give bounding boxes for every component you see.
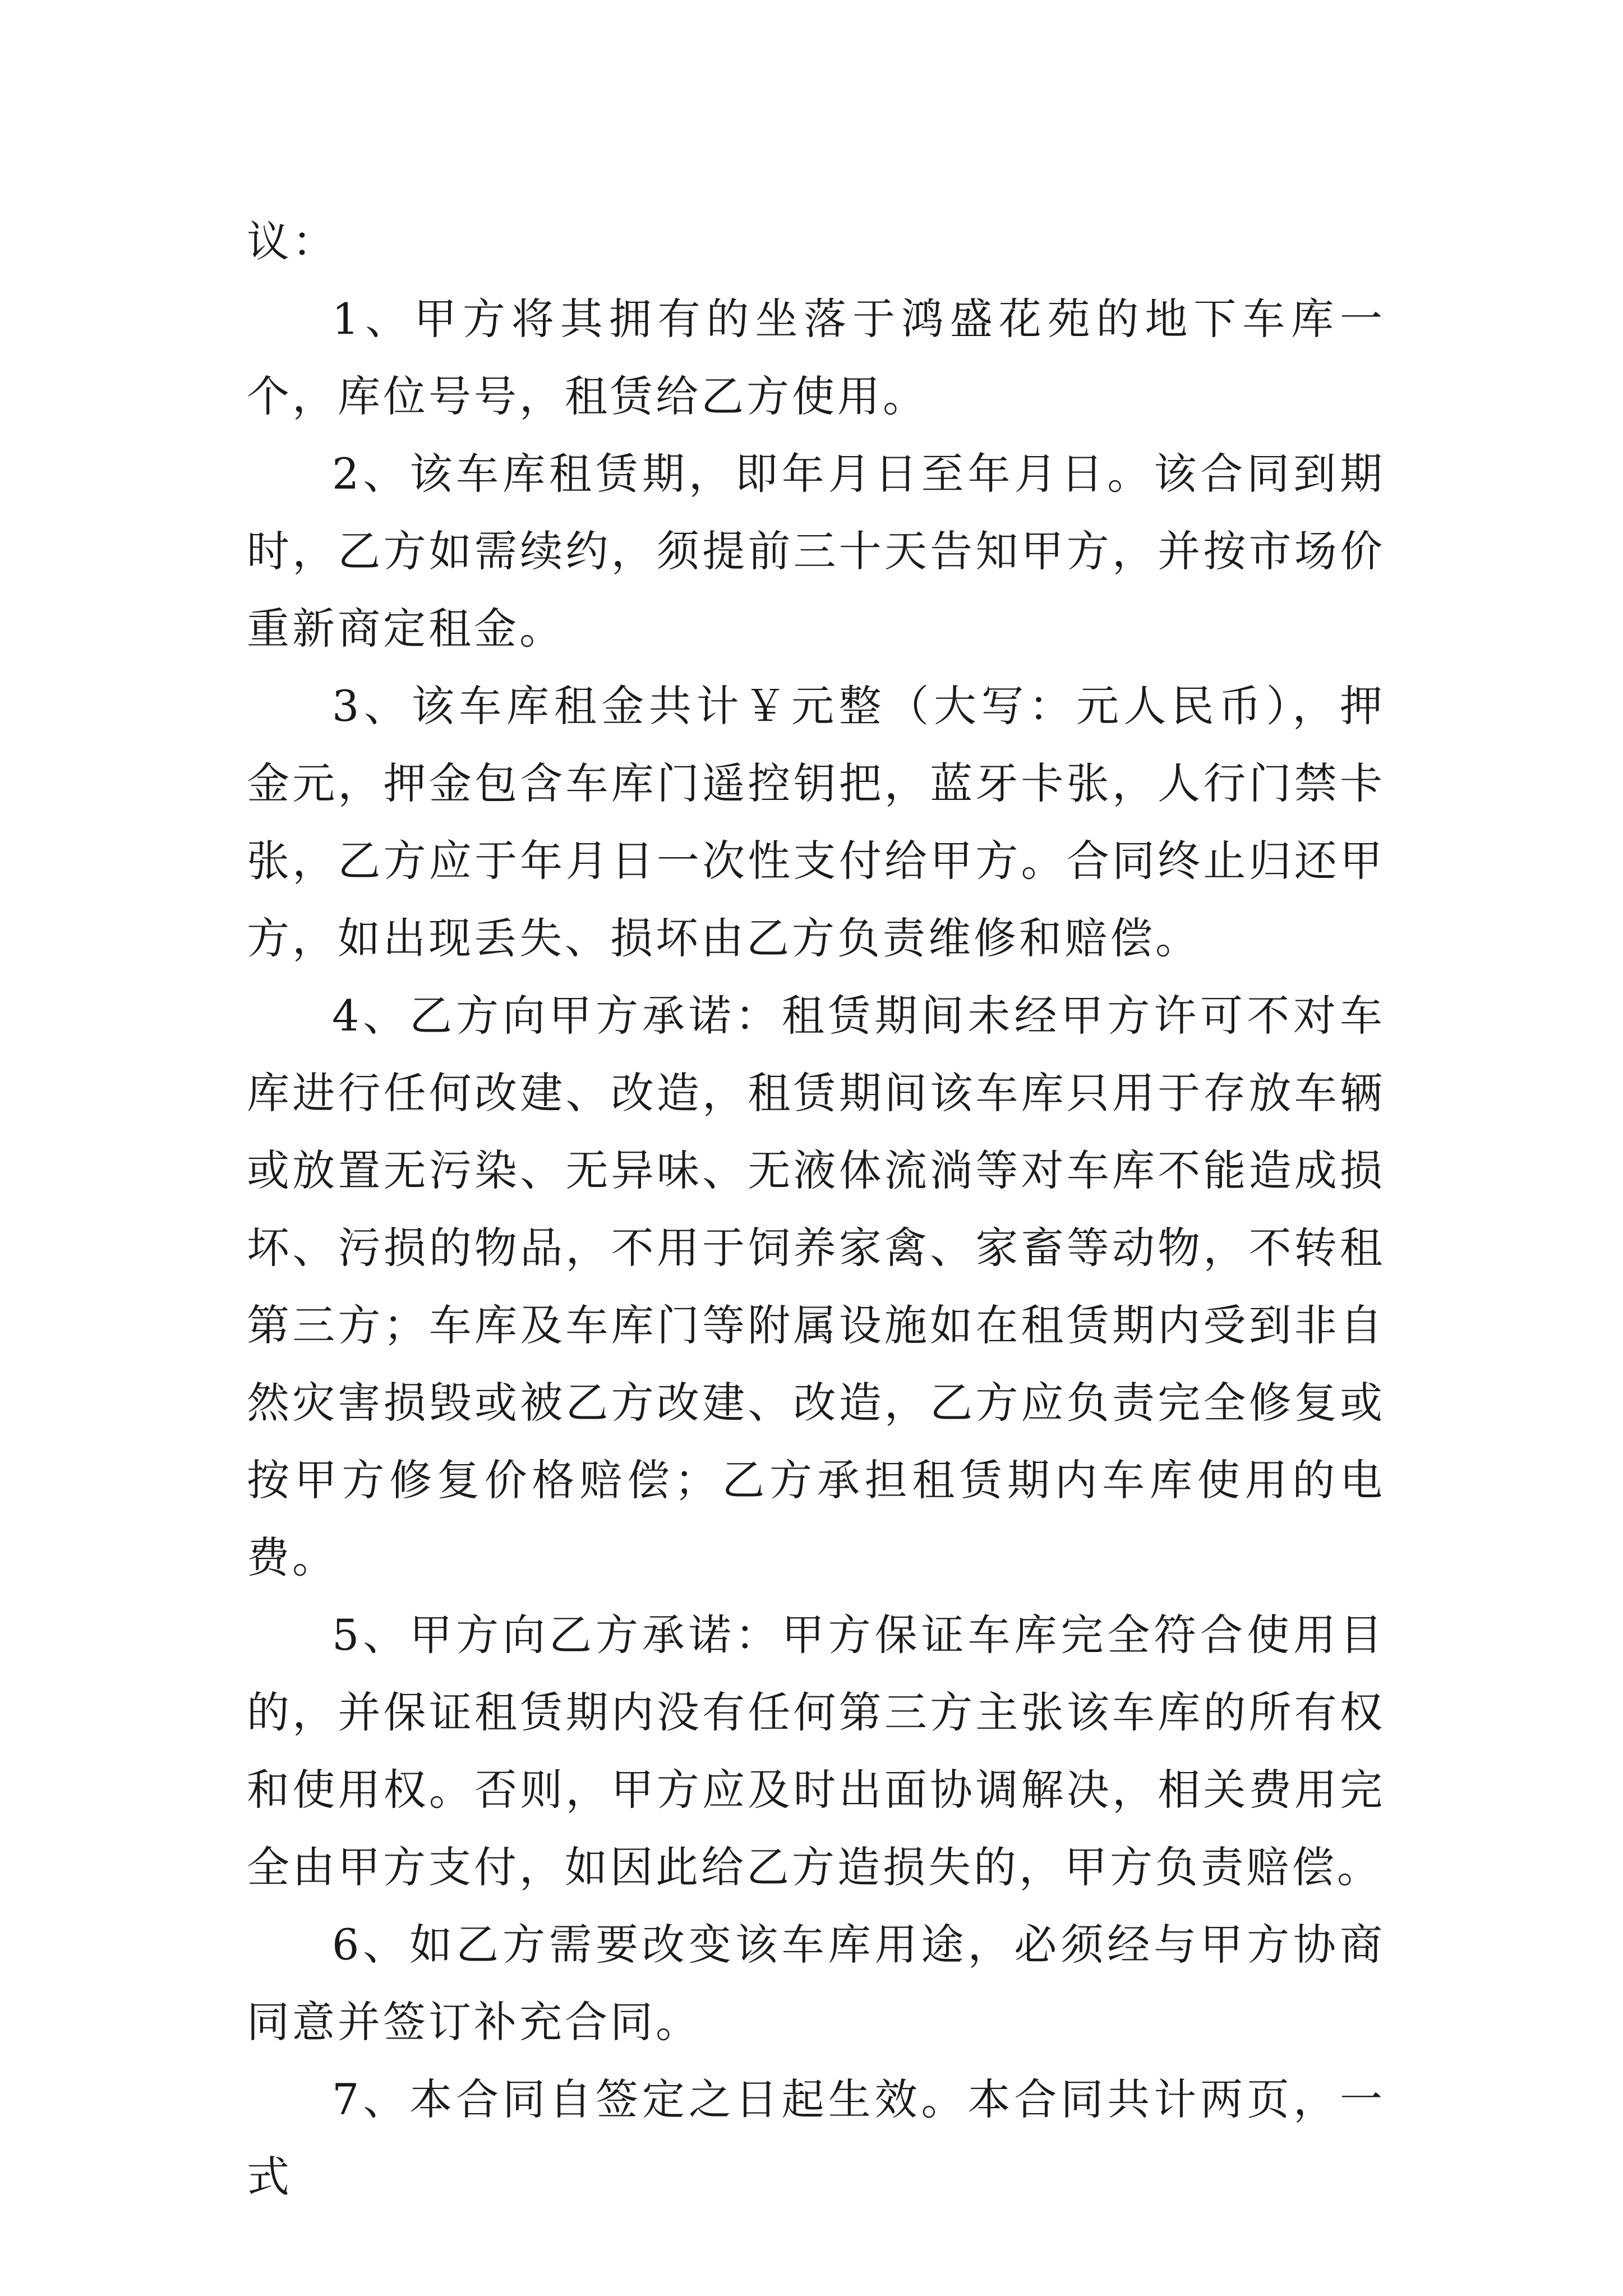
document-body (247, 203, 1385, 2216)
clause-5: 5、甲方向乙方承诺：甲方保证车库完全符合使用目的，并保证租赁期内没有任何第三方主张该车库的所有权和使用权。否则，甲方应及时出面协调解决，相关费用完全由甲方支付，如因此给乙方造损失的，甲方负责赔偿。 (247, 1610, 1385, 1892)
paragraph-continuation: 议： (247, 217, 338, 266)
clause-3: 3、该车库租金共计￥元整（大写：元人民币），押金元，押金包含车库门遥控钥把，蓝牙卡张，人行门禁卡张，乙方应于年月日一次性支付给甲方。合同终止归还甲方，如出现丢失、损坏由乙方负责维修和赔偿。 (247, 681, 1385, 963)
clause-7: 7、本合同自签定之日起生效。本合同共计两页，一式 (247, 2074, 1385, 2202)
clause-1: 1、甲方将其拥有的坐落于鸿盛花苑的地下车库一个，库位号号，租赁给乙方使用。 (247, 294, 1385, 421)
clause-6: 6、如乙方需要改变该车库用途，必须经与甲方协商同意并签订补充合同。 (247, 1920, 1385, 2047)
clause-4: 4、乙方向甲方承诺：租赁期间未经甲方许可不对车库进行任何改建、改造，租赁期间该车库只用于存放车辆或放置无污染、无异味、无液体流淌等对车库不能造成损坏、污损的物品，不用于饲养家禽、家畜等动物，不转租第三方；车库及车库门等附属设施如在租赁期内受到非自然灾害损毁或被乙方改建、改造，乙方应负责完全修复或按甲方修复价格赔偿；乙方承担租赁期内车库使用的电费。 (247, 991, 1385, 1582)
clause-2: 2、该车库租赁期，即年月日至年月日。该合同到期时，乙方如需续约，须提前三十天告知甲方，并按市场价重新商定租金。 (247, 449, 1385, 654)
